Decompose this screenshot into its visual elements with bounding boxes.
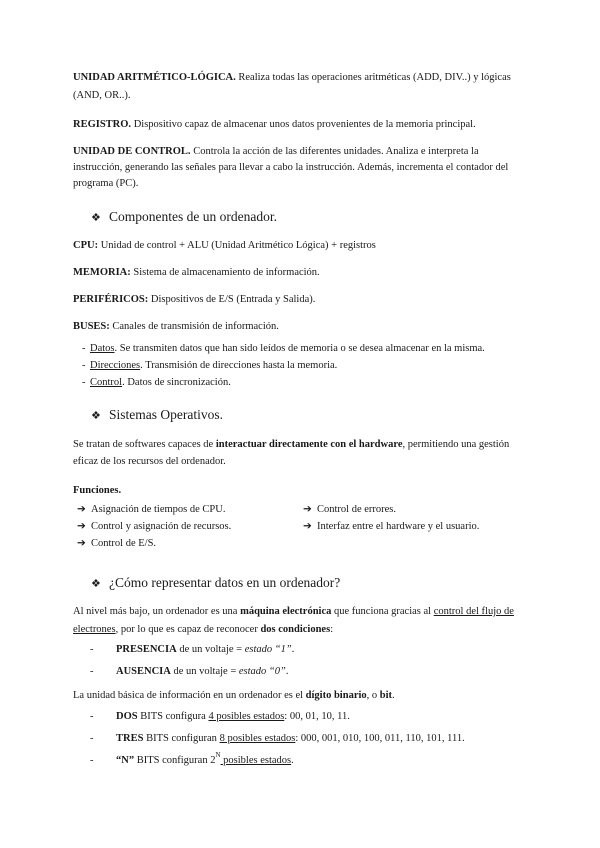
alu-paragraph (73, 70, 511, 86)
uc-text-line3: programa (PC). (73, 178, 139, 189)
list-item (82, 375, 231, 391)
nivel-end: : (330, 624, 334, 635)
list-item (90, 664, 288, 680)
uc-text-line2: instrucción, generando las señales para llevar a cabo la instrucción. Además, incrementa el contador del (73, 162, 509, 173)
list-item (303, 519, 479, 535)
list-item (90, 731, 465, 747)
registro-paragraph (73, 117, 476, 133)
arrow-right-icon: ➔ (303, 504, 312, 515)
bus-name: Control (90, 377, 123, 388)
unidad-mid: , o (366, 690, 380, 701)
section-title: Sistemas Operativos. (109, 407, 223, 422)
nivel-under1: control del flujo de (433, 606, 514, 617)
unidad-pre: La unidad básica de información en un ordenador es el (73, 690, 306, 701)
list-item (77, 536, 156, 552)
list-item (90, 642, 294, 658)
bits-text: BITS configuran 2 (134, 755, 216, 766)
nivel-bold2: dos condiciones (260, 624, 331, 635)
nivel-post: , por lo que es capaz de reconocer (115, 624, 261, 635)
diamond-bullet-icon: ❖ (91, 578, 101, 590)
dash-bullet: - (90, 733, 94, 744)
list-item (90, 753, 294, 769)
section-heading-componentes (91, 209, 277, 226)
funcion-text: Control de E/S. (91, 538, 157, 549)
cond-ital: estado “1” (244, 644, 292, 655)
uc-paragraph (73, 144, 479, 160)
unidad-bold: dígito binario (305, 690, 367, 701)
memoria-term: MEMORIA: (73, 267, 131, 278)
nivel-pre: Al nivel más bajo, un ordenador es una (73, 606, 241, 617)
list-item (77, 519, 231, 535)
so-post: , permitiendo una gestión (402, 439, 510, 450)
cond-end: . (285, 666, 289, 677)
nivel-bold: máquina electrónica (240, 606, 332, 617)
alu-text-line1: Realiza todas las operaciones aritméticas (ADD, DIV..) y lógicas (238, 72, 511, 83)
bits-bold: “N” (116, 755, 135, 766)
uc-text-line1: Controla la acción de las diferentes unidades. Analiza e interpreta la (193, 146, 479, 157)
perifericos-term: PERIFÉRICOS: (73, 294, 149, 305)
funcion-text: Interfaz entre el hardware y el usuario. (317, 521, 480, 532)
registro-text: Dispositivo capaz de almacenar unos datos provenientes de la memoria principal. (133, 119, 476, 130)
bits-under: 4 posibles estados (208, 711, 285, 722)
list-item (90, 709, 350, 725)
cond-bold: PRESENCIA (116, 644, 177, 655)
funcion-text: Control de errores. (317, 504, 397, 515)
bus-desc: . Datos de sincronización. (122, 377, 231, 388)
bits-rest: : 000, 001, 010, 100, 011, 110, 101, 111. (295, 733, 465, 744)
so-pre: Se tratan de softwares capaces de (73, 439, 216, 450)
cond-text: de un voltaje = (176, 644, 245, 655)
bus-name: Datos (90, 343, 115, 354)
section-title: ¿Cómo representar datos en un ordenador? (109, 575, 341, 590)
buses-term: BUSES: (73, 321, 110, 332)
bits-under: 8 posibles estados (219, 733, 296, 744)
dash-bullet: - (82, 343, 86, 354)
bus-desc: . Transmisión de direcciones hasta la memoria. (140, 360, 338, 371)
nivel-line2 (73, 622, 333, 638)
dash-bullet: - (90, 711, 94, 722)
alu-text-line2: (AND, OR..). (73, 90, 131, 101)
diamond-bullet-icon: ❖ (91, 212, 101, 224)
bits-text: BITS configura (137, 711, 209, 722)
cpu-term: CPU: (73, 240, 99, 251)
list-item (82, 341, 485, 357)
memoria-line (73, 265, 320, 281)
diamond-bullet-icon: ❖ (91, 410, 101, 422)
so-line2: eficaz de los recursos del ordenador. (73, 456, 226, 467)
dash-bullet: - (90, 644, 94, 655)
bits-rest: . (291, 755, 294, 766)
cpu-line (73, 238, 376, 254)
arrow-right-icon: ➔ (77, 521, 86, 532)
list-item (77, 502, 225, 518)
bus-desc: . Se transmiten datos que han sido leídos de memoria o se desea almacenar en la misma. (114, 343, 485, 354)
nivel-paragraph (73, 604, 514, 620)
cond-ital: estado “0” (238, 666, 286, 677)
perifericos-line (73, 292, 315, 308)
section-heading-datos (91, 575, 340, 592)
dash-bullet: - (90, 755, 94, 766)
arrow-right-icon: ➔ (303, 521, 312, 532)
buses-text: Canales de transmisión de información. (112, 321, 279, 332)
arrow-right-icon: ➔ (77, 504, 86, 515)
registro-term: REGISTRO. (73, 119, 132, 130)
nivel-under2: electrones (73, 624, 116, 635)
cond-end: . (291, 644, 295, 655)
funciones-title (73, 483, 121, 499)
alu-term: UNIDAD ARITMÉTICO-LÓGICA. (73, 72, 236, 83)
funciones-title-text: Funciones. (73, 485, 122, 496)
unidad-end: . (392, 690, 395, 701)
bits-under: posibles estados (220, 755, 292, 766)
bits-sup: N (215, 751, 221, 759)
bits-text: BITS configuran (143, 733, 220, 744)
dash-bullet: - (82, 377, 86, 388)
funcion-text: Control y asignación de recursos. (91, 521, 232, 532)
memoria-text: Sistema de almacenamiento de información. (133, 267, 320, 278)
bits-bold: TRES (116, 733, 144, 744)
arrow-right-icon: ➔ (77, 538, 86, 549)
bits-rest: : 00, 01, 10, 11. (284, 711, 350, 722)
uc-term: UNIDAD DE CONTROL. (73, 146, 191, 157)
dash-bullet: - (90, 666, 94, 677)
cond-bold: AUSENCIA (116, 666, 171, 677)
so-paragraph (73, 437, 509, 453)
cond-text: de un voltaje = (170, 666, 239, 677)
unidad-bold2: bit (379, 690, 393, 701)
dash-bullet: - (82, 360, 86, 371)
unidad-paragraph (73, 688, 395, 704)
section-heading-sistemas (91, 407, 223, 424)
perifericos-text: Dispositivos de E/S (Entrada y Salida). (150, 294, 316, 305)
list-item (303, 502, 396, 518)
bus-name: Direcciones (90, 360, 141, 371)
section-title: Componentes de un ordenador. (109, 209, 277, 224)
list-item (82, 358, 337, 374)
buses-line (73, 319, 279, 335)
so-bold: interactuar directamente con el hardware (215, 439, 403, 450)
bits-bold: DOS (116, 711, 138, 722)
nivel-mid: que funciona gracias al (331, 606, 434, 617)
funcion-text: Asignación de tiempos de CPU. (91, 504, 226, 515)
cpu-text: Unidad de control + ALU (Unidad Aritmético Lógica) + registros (100, 240, 376, 251)
